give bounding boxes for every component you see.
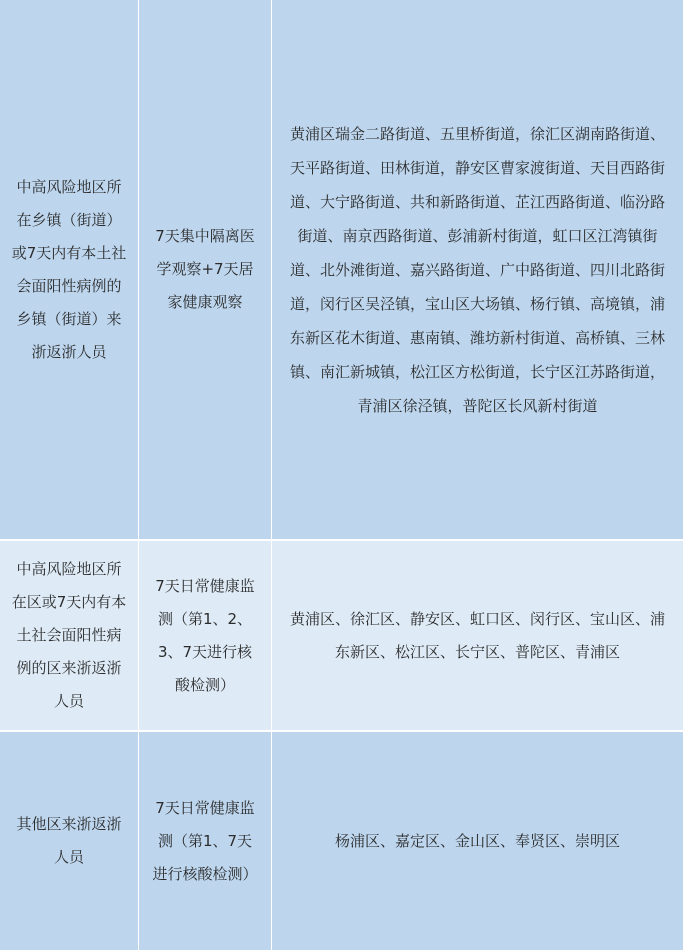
- areas-text: 杨浦区、嘉定区、金山区、奉贤区、崇明区: [334, 831, 620, 850]
- region-type-text: 其他区来浙返浙人员: [16, 815, 122, 866]
- region-type-cell: [0, 0, 139, 541]
- areas-text: 黄浦区、徐汇区、静安区、虹口区、闵行区、宝山区、浦东新区、松江区、长宁区、普陀区、青浦区: [289, 609, 665, 661]
- areas-cell: [272, 732, 683, 950]
- measure-cell: [139, 0, 272, 541]
- measure-cell: [139, 541, 272, 732]
- region-type-text: 中高风险地区所在区或7天内有本土社会面阳性病例的区来浙返浙人员: [11, 560, 127, 710]
- region-type-cell: [0, 541, 139, 732]
- measure-text: 7天日常健康监测（第1、2、3、7天进行核酸检测）: [155, 576, 255, 694]
- region-type-cell: [0, 732, 139, 950]
- measure-cell: [139, 732, 272, 950]
- measure-text: 7天日常健康监测（第1、7天进行核酸检测）: [152, 798, 258, 883]
- areas-cell: [272, 0, 683, 541]
- measure-text: 7天集中隔离医学观察+7天居家健康观察: [155, 227, 255, 311]
- areas-text: 黄浦区瑞金二路街道、五里桥街道，徐汇区湖南路街道、天平路街道、田林街道，静安区曹家渡街道、天目西路街道、大宁路街道、共和新路街道、芷江西路街道、临汾路街道、南京西路街道、彭浦新村街道，虹口区江湾镇街道、北外滩街道、嘉兴路街道、广中路街道、四川北路街道，闵行区吴泾镇，宝山区大场镇、杨行镇、高境镇，浦东新区花木街道、惠南镇、潍坊新村街道、高桥镇、三林镇、南汇新城镇，松江区方松街道，长宁区江苏路街道，青浦区徐泾镇，普陀区长风新村街道: [289, 124, 665, 415]
- region-type-text: 中高风险地区所在乡镇（街道）或7天内有本土社会面阳性病例的乡镇（街道）来浙返浙人员: [11, 177, 127, 361]
- areas-cell: [272, 541, 683, 732]
